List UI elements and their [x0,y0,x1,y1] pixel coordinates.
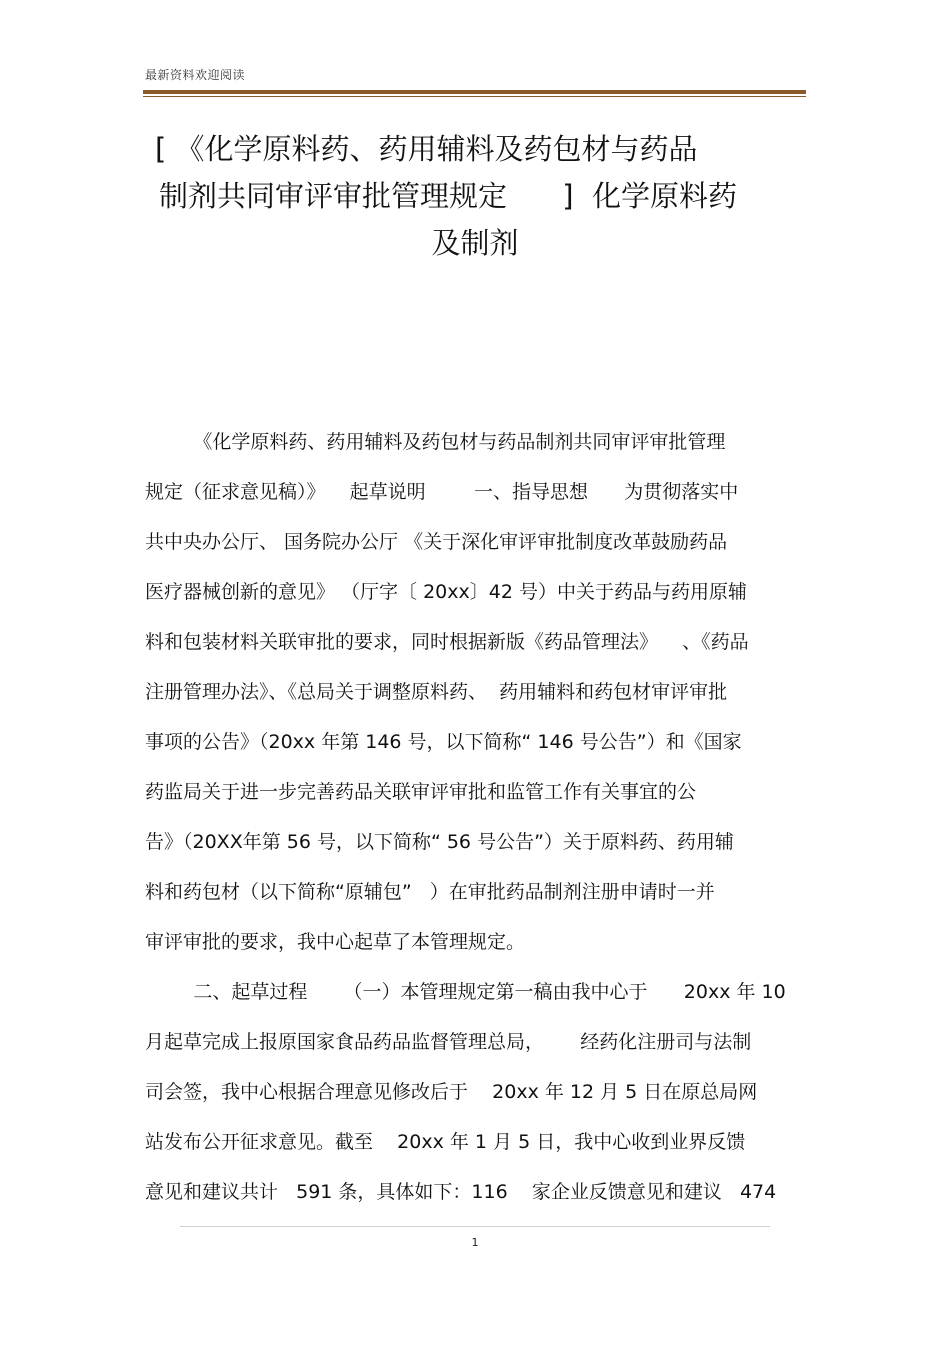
header-divider-thin [143,96,806,97]
page-number: 1 [471,1236,479,1249]
body-line: 注册管理办法》、《总局关于调整原料药、 药用辅料和药包材审评审批 [145,681,728,703]
header-note: 最新资料欢迎阅读 [145,68,246,82]
document-title [145,126,805,267]
title-line: 及制剂 [431,226,519,260]
body-line: 共中央办公厅、 国务院办公厅 《关于深化审评审批制度改革鼓励药品 [145,531,728,553]
title-line: 制剂共同审评审批管理规定 ] 化学原料药 [159,179,738,213]
body-line: 料和药包材（以下简称“原辅包” ）在审批药品制剂注册申请时一并 [145,881,715,903]
body-line: 审评审批的要求，我中心起草了本管理规定。 [145,931,526,953]
body-line: 料和包装材料关联审批的要求，同时根据新版《药品管理法》 、《药品 [145,631,749,653]
body-line: 意见和建议共计 591 条，具体如下：116 家企业反馈意见和建议 474 [145,1181,777,1203]
body-line: 告》（20XX年第 56 号，以下简称“ 56 号公告”）关于原料药、药用辅 [145,831,734,853]
title-line: [ 《化学原料药、药用辅料及药包材与药品 [155,132,698,166]
body-line: 站发布公开征求意见。截至 20xx 年 1 月 5 日，我中心收到业界反馈 [145,1131,746,1153]
footer-divider [180,1226,770,1227]
document-body [145,417,810,1217]
body-line: 事项的公告》（20xx 年第 146 号，以下简称“ 146 号公告”）和《国家 [145,731,742,753]
body-line: 《化学原料药、药用辅料及药包材与药品制剂共同审评审批管理 [145,431,726,453]
body-line: 司会签，我中心根据合理意见修改后于 20xx 年 12 月 5 日在原总局网 [145,1081,758,1103]
body-line: 月起草完成上报原国家食品药品监督管理总局， 经药化注册司与法制 [145,1031,752,1053]
body-line: 二、起草过程 （一）本管理规定第一稿由我中心于 20xx 年 10 [145,981,786,1003]
body-line: 规定（征求意见稿）》 起草说明 一、指导思想 为贯彻落实中 [145,481,739,503]
body-line: 药监局关于进一步完善药品关联审评审批和监管工作有关事宜的公 [145,781,697,803]
body-line: 医疗器械创新的意见》 （厅字〔 20xx〕42 号）中关于药品与药用原辅 [145,581,747,603]
header-divider [143,90,806,94]
